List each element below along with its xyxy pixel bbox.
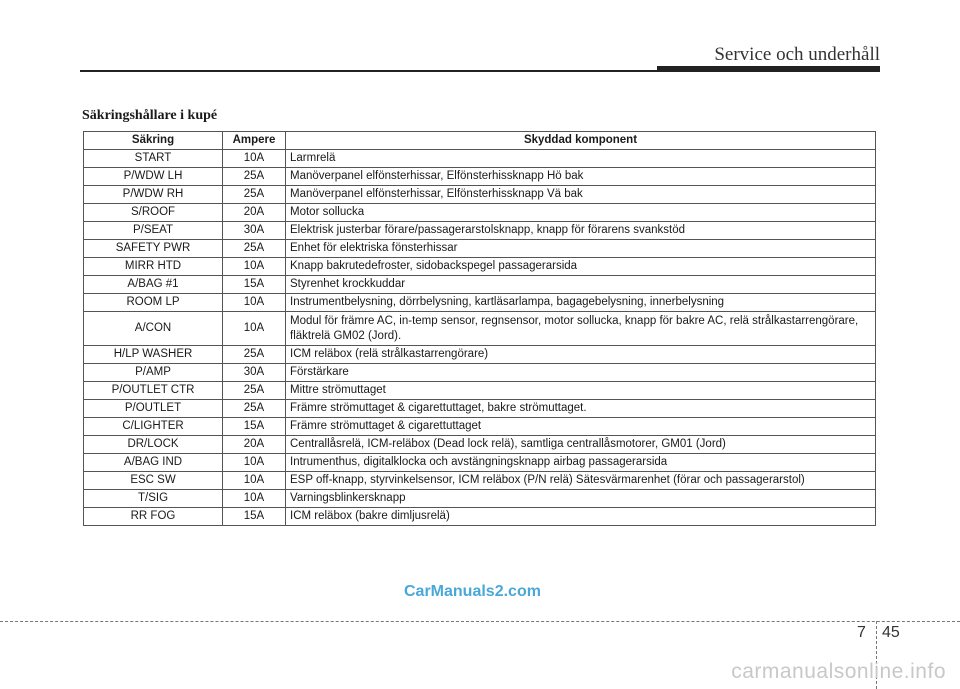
component-cell: Modul för främre AC, in-temp sensor, regnsensor, motor sollucka, knapp för bakre AC, relä strålkastarrengörare, fläktrelä GM02 (Jord).: [286, 312, 876, 346]
table-row: [84, 436, 876, 454]
fuse-name-cell: C/LIGHTER: [84, 418, 223, 436]
ampere-cell: 15A: [223, 508, 286, 526]
fuse-name-cell: P/OUTLET: [84, 400, 223, 418]
ampere-cell: 15A: [223, 418, 286, 436]
ampere-cell: 25A: [223, 186, 286, 204]
header-title: Service och underhåll: [714, 44, 880, 65]
ampere-cell: 20A: [223, 204, 286, 222]
table-row: [84, 312, 876, 346]
ampere-cell: 15A: [223, 276, 286, 294]
column-header-component: Skyddad komponent: [286, 132, 876, 150]
component-cell: Förstärkare: [286, 364, 876, 382]
table-row: [84, 258, 876, 276]
ampere-cell: 10A: [223, 472, 286, 490]
component-cell: Manöverpanel elfönsterhissar, Elfönsterhissknapp Vä bak: [286, 186, 876, 204]
ampere-cell: 25A: [223, 168, 286, 186]
fuse-name-cell: P/OUTLET CTR: [84, 382, 223, 400]
ampere-cell: 25A: [223, 400, 286, 418]
table-row: [84, 364, 876, 382]
fuse-table: [83, 131, 876, 526]
component-cell: Enhet för elektriska fönsterhissar: [286, 240, 876, 258]
table-row: [84, 294, 876, 312]
ampere-cell: 10A: [223, 490, 286, 508]
ampere-cell: 25A: [223, 240, 286, 258]
fuse-name-cell: A/BAG IND: [84, 454, 223, 472]
column-header-ampere: Ampere: [223, 132, 286, 150]
table-row: [84, 204, 876, 222]
ampere-cell: 10A: [223, 312, 286, 346]
table-row: [84, 418, 876, 436]
table-row: [84, 222, 876, 240]
table-row: [84, 454, 876, 472]
fuse-name-cell: ROOM LP: [84, 294, 223, 312]
table-row: [84, 168, 876, 186]
ampere-cell: 30A: [223, 222, 286, 240]
component-cell: ICM reläbox (bakre dimljusrelä): [286, 508, 876, 526]
section-title: Säkringshållare i kupé: [82, 108, 218, 123]
table-row: [84, 472, 876, 490]
bottom-watermark: carmanualsonline.info: [731, 660, 946, 683]
component-cell: Styrenhet krockkuddar: [286, 276, 876, 294]
component-cell: Intrumenthus, digitalklocka och avstängningsknapp airbag passagerarsida: [286, 454, 876, 472]
fuse-name-cell: START: [84, 150, 223, 168]
ampere-cell: 10A: [223, 150, 286, 168]
ampere-cell: 25A: [223, 382, 286, 400]
page-number: 45: [882, 624, 900, 641]
component-cell: Främre strömuttaget & cigarettuttaget, bakre strömuttaget.: [286, 400, 876, 418]
table-row: [84, 150, 876, 168]
component-cell: Varningsblinkersknapp: [286, 490, 876, 508]
table-row: [84, 346, 876, 364]
fuse-name-cell: DR/LOCK: [84, 436, 223, 454]
component-cell: Knapp bakrutedefroster, sidobackspegel passagerarsida: [286, 258, 876, 276]
component-cell: Instrumentbelysning, dörrbelysning, kartläsarlampa, bagagebelysning, innerbelysning: [286, 294, 876, 312]
component-cell: Larmrelä: [286, 150, 876, 168]
table-row: [84, 240, 876, 258]
component-cell: ICM reläbox (relä strålkastarrengörare): [286, 346, 876, 364]
fuse-name-cell: T/SIG: [84, 490, 223, 508]
fuse-name-cell: RR FOG: [84, 508, 223, 526]
fuse-name-cell: H/LP WASHER: [84, 346, 223, 364]
ampere-cell: 10A: [223, 454, 286, 472]
footer-rule: [0, 621, 960, 622]
fuse-name-cell: P/SEAT: [84, 222, 223, 240]
fuse-name-cell: P/WDW LH: [84, 168, 223, 186]
component-cell: Manöverpanel elfönsterhissar, Elfönsterhissknapp Hö bak: [286, 168, 876, 186]
chapter-number: 7: [857, 624, 866, 641]
table-row: [84, 276, 876, 294]
fuse-name-cell: MIRR HTD: [84, 258, 223, 276]
ampere-cell: 25A: [223, 346, 286, 364]
component-cell: ESP off-knapp, styrvinkelsensor, ICM reläbox (P/N relä) Sätesvärmarenhet (förar och passagerarstol): [286, 472, 876, 490]
component-cell: Centrallåsrelä, ICM-reläbox (Dead lock relä), samtliga centrallåsmotorer, GM01 (Jord): [286, 436, 876, 454]
table-row: [84, 186, 876, 204]
component-cell: Mittre strömuttaget: [286, 382, 876, 400]
header-rule-accent: [657, 66, 880, 72]
fuse-name-cell: ESC SW: [84, 472, 223, 490]
table-row: [84, 508, 876, 526]
table-row: [84, 400, 876, 418]
fuse-name-cell: A/CON: [84, 312, 223, 346]
ampere-cell: 30A: [223, 364, 286, 382]
ampere-cell: 20A: [223, 436, 286, 454]
column-header-fuse: Säkring: [84, 132, 223, 150]
watermark-link[interactable]: CarManuals2.com: [404, 583, 541, 600]
table-row: [84, 490, 876, 508]
table-row: [84, 382, 876, 400]
fuse-name-cell: SAFETY PWR: [84, 240, 223, 258]
fuse-name-cell: P/AMP: [84, 364, 223, 382]
component-cell: Motor sollucka: [286, 204, 876, 222]
ampere-cell: 10A: [223, 294, 286, 312]
ampere-cell: 10A: [223, 258, 286, 276]
fuse-name-cell: S/ROOF: [84, 204, 223, 222]
component-cell: Elektrisk justerbar förare/passagerarstolsknapp, knapp för förarens svankstöd: [286, 222, 876, 240]
table-header-row: [84, 132, 876, 150]
fuse-name-cell: A/BAG #1: [84, 276, 223, 294]
component-cell: Främre strömuttaget & cigarettuttaget: [286, 418, 876, 436]
fuse-name-cell: P/WDW RH: [84, 186, 223, 204]
